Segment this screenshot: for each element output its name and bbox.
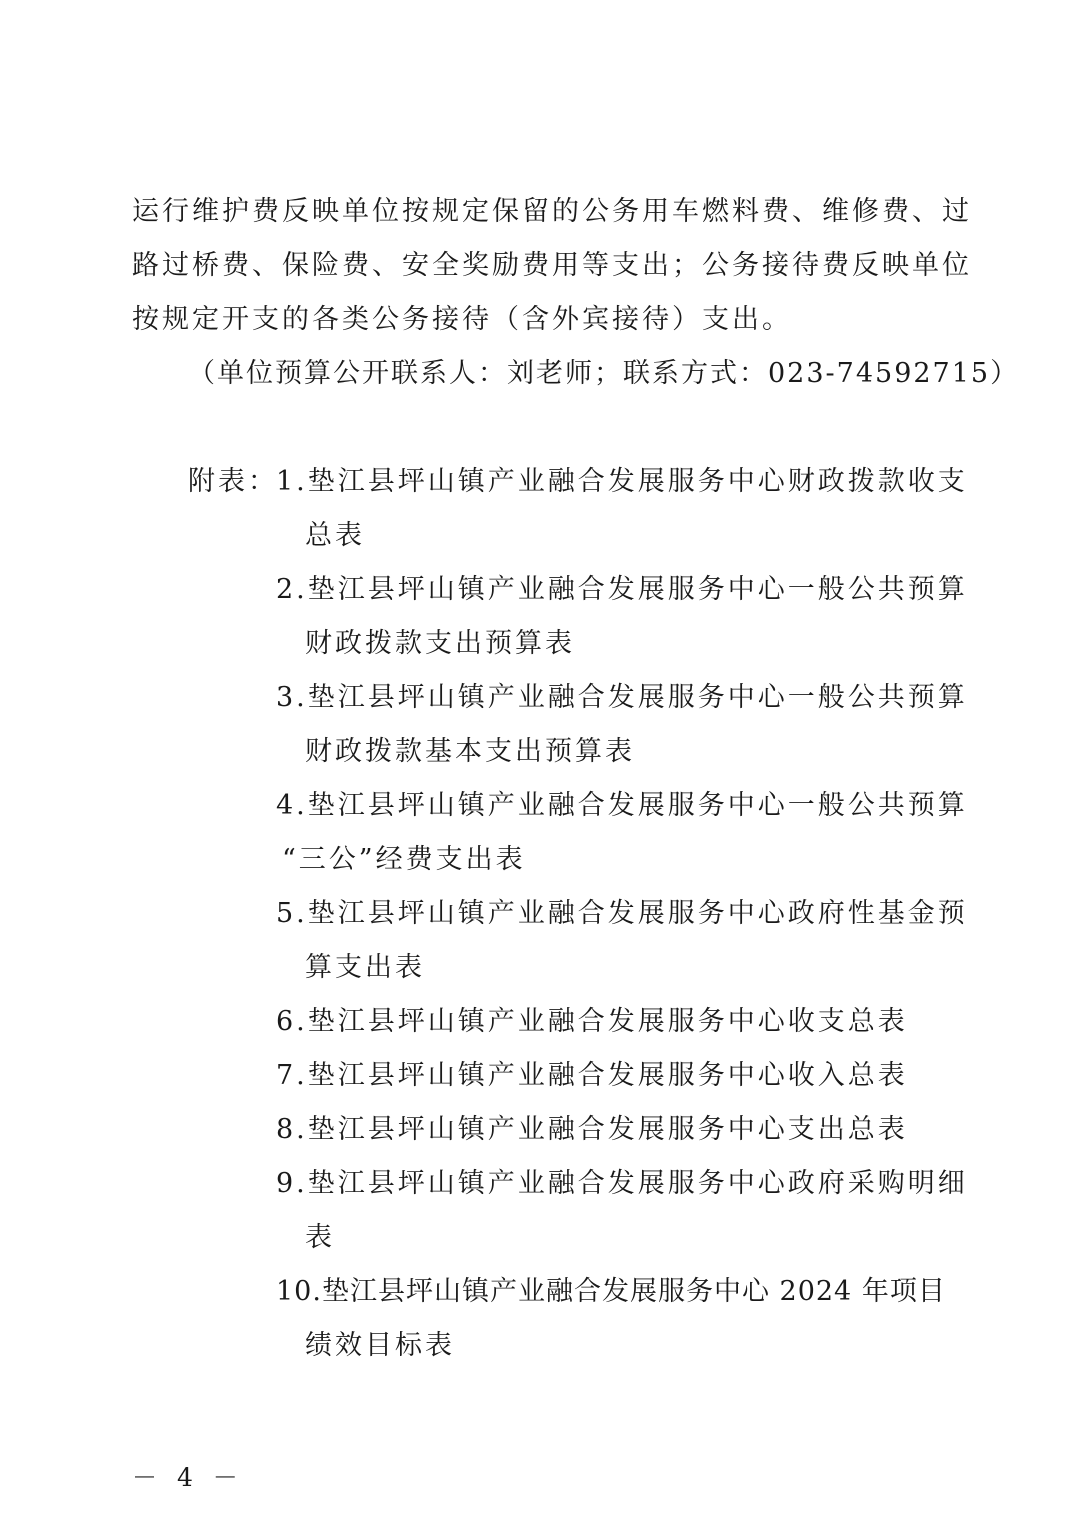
attachment-5-line-1: 5.垫江县坪山镇产业融合发展服务中心政府性基金预	[276, 898, 968, 929]
attachment-7-line-1: 7.垫江县坪山镇产业融合发展服务中心收入总表	[276, 1060, 908, 1091]
attachment-4-line-1: 4.垫江县坪山镇产业融合发展服务中心一般公共预算	[276, 790, 968, 821]
attachment-6-line-1: 6.垫江县坪山镇产业融合发展服务中心收支总表	[276, 1006, 908, 1037]
attachment-1-line-1: 1.垫江县坪山镇产业融合发展服务中心财政拨款收支	[276, 466, 968, 497]
attachment-9-line-1: 9.垫江县坪山镇产业融合发展服务中心政府采购明细	[276, 1168, 968, 1199]
attachment-10-line-2: 绩效目标表	[305, 1330, 455, 1361]
paragraph-line-1: 运行维护费反映单位按规定保留的公务用车燃料费、维修费、过	[132, 196, 972, 227]
attachment-3-line-2: 财政拨款基本支出预算表	[305, 736, 635, 767]
attachment-2-line-2: 财政拨款支出预算表	[305, 628, 575, 659]
paragraph-line-3: 按规定开支的各类公务接待（含外宾接待）支出。	[132, 304, 792, 335]
contact-info: （单位预算公开联系人：刘老师；联系方式：023-74592715）	[188, 358, 1020, 389]
attachment-9-line-2: 表	[305, 1222, 335, 1253]
attachment-1-line-2: 总表	[305, 520, 365, 551]
attachment-2-line-1: 2.垫江县坪山镇产业融合发展服务中心一般公共预算	[276, 574, 968, 605]
attachment-5-line-2: 算支出表	[305, 952, 425, 983]
attachment-4-line-2: “三公”经费支出表	[282, 844, 526, 875]
attachment-8-line-1: 8.垫江县坪山镇产业融合发展服务中心支出总表	[276, 1114, 908, 1145]
attachments-label: 附表：	[188, 466, 278, 497]
attachment-10-line-1: 10.垫江县坪山镇产业融合发展服务中心 2024 年项目	[276, 1276, 946, 1307]
attachment-3-line-1: 3.垫江县坪山镇产业融合发展服务中心一般公共预算	[276, 682, 968, 713]
paragraph-line-2: 路过桥费、保险费、安全奖励费用等支出；公务接待费反映单位	[132, 250, 972, 281]
page-number: － 4 －	[132, 1463, 244, 1492]
